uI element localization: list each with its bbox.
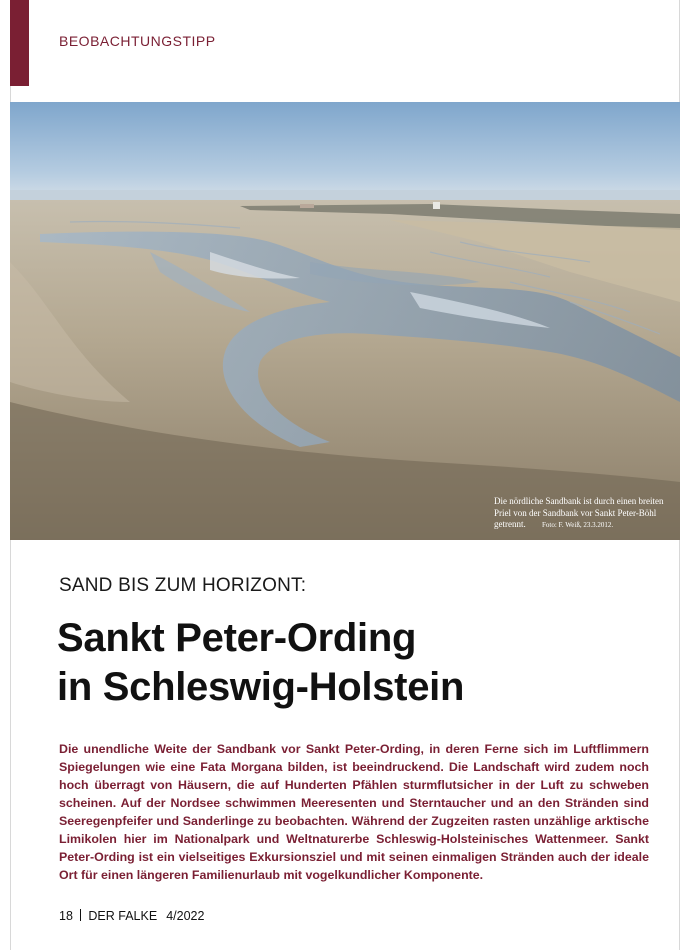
photo-caption xyxy=(494,496,674,532)
article-headline xyxy=(57,614,677,712)
page-footer xyxy=(59,909,204,923)
tidal-flats-image xyxy=(10,102,680,540)
article-kicker: SAND BIS ZUM HORIZONT: xyxy=(59,575,307,596)
section-label: BEOBACHTUNGSTIPP xyxy=(59,33,216,49)
page-number: 18 xyxy=(59,909,73,923)
headline-line-2: in Schleswig-Holstein xyxy=(57,665,465,709)
headline-line-1: Sankt Peter-Ording xyxy=(57,616,417,660)
photo-credit: Foto: F. Weiß, 23.3.2012. xyxy=(542,521,614,529)
article-lead: Die unendliche Weite der Sandbank vor Sankt Peter-Ording, in deren Ferne sich im Luftflimmern Spiegelungen wie eine Fata Morgana bilden, ist beeindruckend. Die Landschaft wird zudem noch hoch überragt von Häusern, die auf Hunderten Pfählen sturmflutsicher in der Luft zu schweben scheinen. Auf der Nordsee schwimmen Meeresenten und Sterntaucher und an den Stränden sind Seeregenpfeifer und Sanderlinge zu beobachten. Während der Zugzeiten rasten unzählige arktische Limikolen hier im Nationalpark und Weltnaturerbe Schleswig-Holsteinisches Wattenmeer. Sankt Peter-Ording ist ein vielseitiges Exkursionsziel und mit seinen einmaligen Stränden auch der ideale Ort für einen längeren Familienurlaub mit vogelkundlicher Komponente. xyxy=(59,742,649,882)
landscape-photo xyxy=(10,102,680,540)
caption-text: Die nördliche Sandbank ist durch einen breiten Priel von der Sandbank vor Sankt Peter-Böhl getrennt. xyxy=(494,496,664,529)
publication-name: DER FALKE xyxy=(88,909,158,923)
issue-number: 4/2022 xyxy=(166,909,205,923)
footer-separator xyxy=(80,909,82,921)
section-accent-bar xyxy=(10,0,29,86)
